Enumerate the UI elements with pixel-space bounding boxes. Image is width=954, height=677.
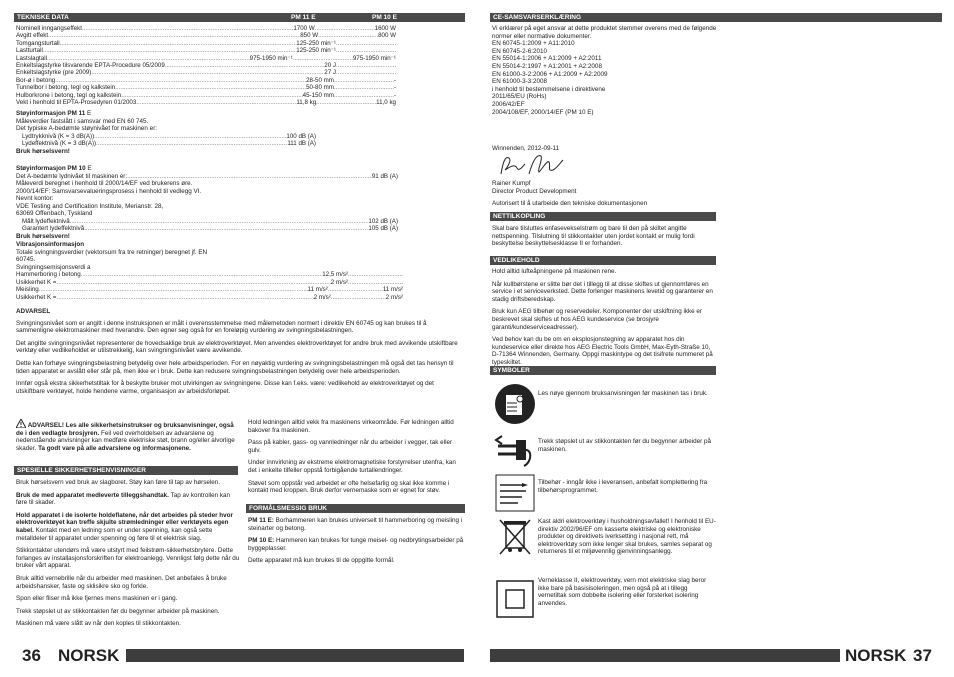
spec-value: 12,5 m/s² xyxy=(322,271,348,279)
spec-row xyxy=(16,62,396,69)
safety-instructions: Bruk hørselsvern ved bruk av slagboret. Støy kan føre til tap av hørselen. Bruk de med apparatet medleverte tilleggshandtak. Tap av kontrollen kan føre til skader. Hold apparatet i de isolerte holdeflatene, når det arbeides på steder hvor elektroverktøyet kan treffe skjulte strømledninger eller verktøyets egen kabel. Kontakt med en ledning som er under spenning, kan også sette metalldeler til apparatet under spenning og føre til et elektrisk slag. Stikkontakter utendørs må være utstyrt med feilstrøm-sikkerhetsbrytere. Dette forlanges av installasjonsforskriften for elektroanlegg. Vennligst følg dette når du bruker vårt apparat. Bruk alltid vernebrille når du arbeider med maskinen. Det anbefales å bruke arbeidshansker, faste og sklisikre sko og forkle. Spon eller fliser må ikke fjernes mens maskinen er i gang. Trekk støpslet ut av stikkontakten før du begynner arbeider på maskinen. Maskinen må være slått av når den koples til stikkontakten. xyxy=(16,479,240,628)
spec-value: 2 m/s² xyxy=(313,293,331,301)
spec-value: 11,8 kg xyxy=(296,98,317,106)
spec-value-2: 800 W xyxy=(378,32,396,40)
spec-value: 45-150 mm xyxy=(302,91,334,99)
col-pm10: PM 10 E xyxy=(372,14,397,21)
spec-label: Lydeffektnivå (K = 3 dB(A)) xyxy=(22,140,97,148)
spec-row xyxy=(16,92,396,99)
noise10-text: Måleverdi beregnet i henhold til 2000/14/EF ved brukerens øre. 2000/14/EF: Samsvarsevalueringsprosess i henhold til vedlegg VI. Nevnt kontor: VDE Testing and Certification Institute, Merianstr. 28, 63069 Offenbach, Tyskland xyxy=(16,179,202,218)
ce-header: CE-SAMSVARSERKLÆRING xyxy=(490,13,942,22)
spec-value: 125-250 min⁻¹ xyxy=(296,39,336,47)
ce-signer: Rainer Kumpf Director Product Development Autorisert til å utarbeide den tekniske dokumentasjonen xyxy=(492,180,648,208)
spec-value-2: - xyxy=(393,91,396,99)
vibration-info: Vibrasjonsinformasjon Totale svingningsverdier (vektorsum fra tre retninger) beregnet jf. EN 60745. Svingningsemisjonsverdi a Hammerboring i betong ..... 12,5 m/s² ..... Usikkerhet K = ..... 2 m/s² ..... Meisling ..... 11 m/s² ..... 11 m/s² Usikkerhet K = ..... 2 m/s² ..... 2 m/s² xyxy=(16,241,403,301)
spec-value: 1700 W xyxy=(293,25,315,32)
page-number: 37 xyxy=(913,646,932,665)
spec-row xyxy=(16,286,403,293)
spec-label: Lastslagtall xyxy=(16,54,47,62)
vib-text: Totale svingningsverdier (vektorsum fra tre retninger) beregnet jf. EN 60745. Svingningsemisjonsverdi a xyxy=(16,248,208,271)
spec-row xyxy=(16,55,396,62)
spec-row xyxy=(22,225,398,232)
spec-value-2: 11,0 kg xyxy=(376,98,396,106)
spec-value-2: 1600 W xyxy=(374,25,396,32)
ce-place: Winnenden, 2012-09-11 xyxy=(492,145,560,152)
spec-row xyxy=(16,294,403,301)
spec-label: Lastturtall xyxy=(16,47,43,55)
spec-label: Usikkerhet K = xyxy=(16,278,57,286)
spec-value-2: 975-1950 min⁻¹ xyxy=(352,54,396,62)
spec-label: Meisling xyxy=(16,286,39,294)
footer-bar xyxy=(126,649,464,662)
noise11-warn: Bruk hørselsvern! xyxy=(16,147,70,155)
spec-row xyxy=(16,279,403,286)
spec-row xyxy=(16,84,396,91)
spec-label: Enkeltslagstyrke (pre 2009) xyxy=(16,69,92,77)
symbols-header: SYMBOLER xyxy=(490,366,716,375)
spec-label: Enkeltslagstyrke tilsvarende EPTA-Procedure 05/2009 xyxy=(16,61,165,69)
spec-value: 27 J xyxy=(324,69,336,77)
spec-row xyxy=(16,40,396,47)
spec-value-2: - xyxy=(393,76,396,84)
spec-value: 125-250 min⁻¹ xyxy=(296,47,336,55)
usage-header: FORMÅLSMESSIG BRUK xyxy=(246,504,465,513)
spec-value: 2 m/s² xyxy=(330,278,348,286)
symbol-text-weee: Kast aldri elektroverktøy i husholdningsavfallet! I henhold til EU-direktiv 2002/96/EF om kasserte elektriske og elektroniske produkter og direktivets iverksetting i nasjonal rett, må elektroverktøy som ikke lenger skal brukes, samles separat og returneres til et miljøvennlig gjenvinningsanlegg. xyxy=(538,518,716,556)
spec-label: Garantert lydeffektnivå xyxy=(22,225,85,233)
spec-value-2: 2 m/s² xyxy=(385,293,403,301)
footer-bar xyxy=(490,649,840,662)
symbol-text-class2: Verneklasse II, elektroverktøy, vern mot elektriske slag beror ikke bare på basisisoleringen, men også på at i tillegg vernetiltak som dobbelte isolering eller forsterket isolering anvendes. xyxy=(538,577,707,607)
spec-row xyxy=(22,140,316,147)
safety-header: SPESIELLE SIKKERHETSHENVISNINGER xyxy=(14,466,238,475)
signature-icon xyxy=(497,152,567,178)
spec-label: Nominell inngangseffekt xyxy=(16,25,82,32)
symbol-text-unplug: Trekk støpslet ut av stikkontakten før du begynner arbeider på maskinen. xyxy=(538,438,712,453)
symbol-text-manual: Les nøye gjennom bruksanvisningen før maskinen tas i bruk. xyxy=(538,390,708,397)
spec-label: Tomgangsturtall xyxy=(16,39,60,47)
noise-pm10: Støyinformasjon PM 10 E Det A-bedømte lydnivået til maskinen er: ..... 91 dB (A) Måleverdi beregnet i henhold til 2000/14/EF ved brukerens øre. 2000/14/EF: Samsvarsevalueringsprosess i henhold til vedlegg VI. Nevnt kontor: VDE Testing and Certification Institute, Merianstr. 28, 63069 Offenbach, Tyskland Målt lydeffektnivå ..... 102 dB (A) Garantert lydeffektnivå ..... 105 dB (A) Bruk hørselsvern! xyxy=(16,165,398,240)
advarsel-section: ADVARSEL Svingningsnivået som er angitt i denne instruksjonen er målt i overensstemmelse med målemetoden normert i direktiv EN 60745 og kan brukes til å sammenligne elektromaskiner med hverandre. Den egner seg også for en foreløpig vurdering av svingningsbelastningen. Det angitte svingningsnivået representerer de hovedsaklige bruk av elektroverktøyet. Men anvendes elektroverktøyet for andre bruk med avvikende utskiftbare verktøy eller vedlikeholdet er utilstrekkelig, kan svingningsnivået være avvikende. Dette kan forhøye svingningsbelastning betydelig over hele arbeidsperioden. For en nøyaktig vurdering av svingningsbelastningen må også det tas hensyn til tiden apparatet er avslått eller står på, men ikke er i bruk. Dette kan redusere svingningsbelastningen betydelig over hele arbeidsperioden. Innfør også ekstra sikkerhetstiltak for å beskytte bruker mot utvirkingen av svingningene. Disse kan f.eks. være: vedlikehold av elektroverktøyet og det utskiftbare verktøyet, holde hendene varme, organisasjon av arbeidsforløpet. xyxy=(16,308,458,395)
spec-value: 102 dB (A) xyxy=(368,217,398,225)
spec-value-2: - xyxy=(393,84,396,92)
spec-row xyxy=(16,69,396,76)
class-ii-icon xyxy=(494,578,536,620)
spec-row xyxy=(22,218,398,225)
language-label: NORSK xyxy=(845,646,907,665)
spec-label: Bor-ø i betong xyxy=(16,76,56,84)
spec-row xyxy=(16,77,396,84)
read-manual-icon xyxy=(494,383,536,425)
spec-label: Hulborkrone i betong, tegl og kalkstein xyxy=(16,91,122,99)
noise-pm11: Støyinformasjon PM 11 E Måleverdier fastslått i samsvar med EN 60 745. Det typiske A-bedømte støynivået for maskinen er: Lydtrykknivå (K = 3 dB(A)) ..... 100 dB (A) Lydeffektnivå (K = 3 dB(A)) ..... 111 dB (A) Bruk hørselsvern! xyxy=(16,110,326,155)
right-page xyxy=(477,0,954,677)
spec-label: Usikkerhet K = xyxy=(16,293,57,301)
spec-row xyxy=(16,99,396,106)
noise10-warn: Bruk hørselsvern! xyxy=(16,232,70,240)
spec-row xyxy=(16,271,403,278)
spec-value: 975-1950 min⁻¹ xyxy=(249,54,293,62)
spec-value: 100 dB (A) xyxy=(286,132,316,140)
network-text: Skal bare tilsluttes enfasevekselstrøm og bare til den på skiltet angitte nettspenning. Tilslutning til stikkontakter uten jordet kontakt er mulig fordi beskyttelse beskyttelsesklasse II er forhanden. xyxy=(492,225,695,248)
spec-label: Målt lydeffektnivå xyxy=(22,217,70,225)
spec-row xyxy=(16,25,396,32)
spec-value-2: 11 m/s² xyxy=(382,286,403,294)
network-header: NETTILKOPLING xyxy=(490,212,716,221)
tech-data-header: TEKNISKE DATA PM 11 E PM 10 E xyxy=(14,13,465,22)
spec-row xyxy=(16,32,396,39)
spec-value: 105 dB (A) xyxy=(368,225,398,233)
spec-value: 111 dB (A) xyxy=(287,140,316,148)
spec-label: Vekt i henhold til EPTA-Prosedyren 01/2003 xyxy=(16,98,137,106)
spec-value: 850 W xyxy=(300,32,319,40)
accessory-icon xyxy=(494,473,536,513)
maintenance-header: VEDLIKEHOLD xyxy=(490,256,716,265)
language-label: NORSK xyxy=(58,646,120,665)
warning-notice: ADVARSEL! Les alle sikkerhetsinstrukser og bruksanvisninger, også de i den vedlagte brosjyren. Feil ved overholdelsen av advarslene og nedenstående anvisninger kan medføre elektriske støt, brann og/eller alvorlige skader. Ta godt vare på alle advarslene og informasjonene. xyxy=(16,419,238,452)
usage-section: PM 11 E: Borhammeren kan brukes universelt til hammerboring og meisling i steinarter og betong. PM 10 E: Hammeren kan brukes for tunge meisel- og nedbrytingsarbeider på byggeplasser. Dette apparatet må kun brukes til de oppgitte formål. xyxy=(248,517,464,565)
spec-label: Avgitt effekt xyxy=(16,32,49,40)
maintenance-text: Hold alltid lufteåpningene på maskinen rene. Når kullbørstene er slitte bør det i tillegg til at disse skiftes ut gjennomføres en service i et serviceverksted. Dette forlenger maskinens levetid og garanterer en stadig driftsberedskap. Bruk kun AEG tilbehør og reservedeler. Komponenter der utskiftning ikke er beskrevet skal skiftes ut hos AEG kundeservice (se brosjyre garanti/kundeserviceadresser). Ved behov kan du be om en eksplosjonstegning av apparatet hos din kundeservice eller direkte hos AEG Electric Tools GmbH, Max-Eyth-Straße 10, D-71364 Winnenden, Germany. Oppgi maskintype og det tisifrete nummeret på typeskiltet. xyxy=(492,268,713,366)
page-number: 36 xyxy=(22,646,41,665)
spec-value: 50-80 mm xyxy=(306,84,334,92)
spec-value: 28-50 mm xyxy=(306,76,334,84)
spec-row xyxy=(16,47,396,54)
safety-instructions-col2: Hold ledningen alltid vekk fra maskinens virkeområde. Før ledningen alltid bakover fra maskinen. Pass på kabler, gass- og vannledninger når du arbeider i vegger, tak eller gulv. Under innvirkning av ekstreme elektromagnetiske forstyrrelser utenfra, kan det i enkelte tilfeller oppstå forbigående turtallendringer. Støvet som oppstår ved arbeidet er ofte helsefarlig og skal ikke komme i kontakt med kroppen. Bruk derfor vernemaske som er egnet for støv. xyxy=(248,419,456,495)
spec-label: Tunnelbor i betong, tegl og kalkstein xyxy=(16,84,116,92)
spec-value: 11 m/s² xyxy=(307,286,328,294)
spec-value: 20 J xyxy=(324,61,336,69)
ce-text: Vi erklærer på eget ansvar at dette produktet stemmer overens med de følgende normer eller normative dokumenter. EN 60745-1:2009 + A11:2010 EN 60745-2-6:2010 EN 55014-1:2006 + A1:2009 + A2:2011 EN 55014-2:1997 + A1:2001 + A2:2008 EN 61000-3-2:2006 + A1:2009 + A2:2009 EN 61000-3-3:2008 i henhold til bestemmelsene i direktivene 2011/65/EU (RoHs) 2006/42/EF 2004/108/EF, 2000/14/EF (PM 10 E) xyxy=(492,25,717,116)
spec-label: Hammerboring i betong xyxy=(16,271,81,279)
noise11-intro: Måleverdier fastslått i samsvar med EN 60 745. Det typiske A-bedømte støynivået for maskinen er: xyxy=(16,117,158,133)
warning-triangle-icon xyxy=(16,419,26,428)
unplug-icon xyxy=(494,430,536,470)
symbol-text-accessory: Tilbehør - inngår ikke i leveransen, anbefalt komplettering fra tilbehørsprogrammet. xyxy=(538,479,708,494)
spec-table xyxy=(16,25,396,106)
spec-label: Lydtrykknivå (K = 3 dB(A)) xyxy=(22,132,95,140)
col-pm11: PM 11 E xyxy=(291,14,316,21)
weee-bin-icon xyxy=(494,516,536,556)
spec-row xyxy=(22,133,316,140)
